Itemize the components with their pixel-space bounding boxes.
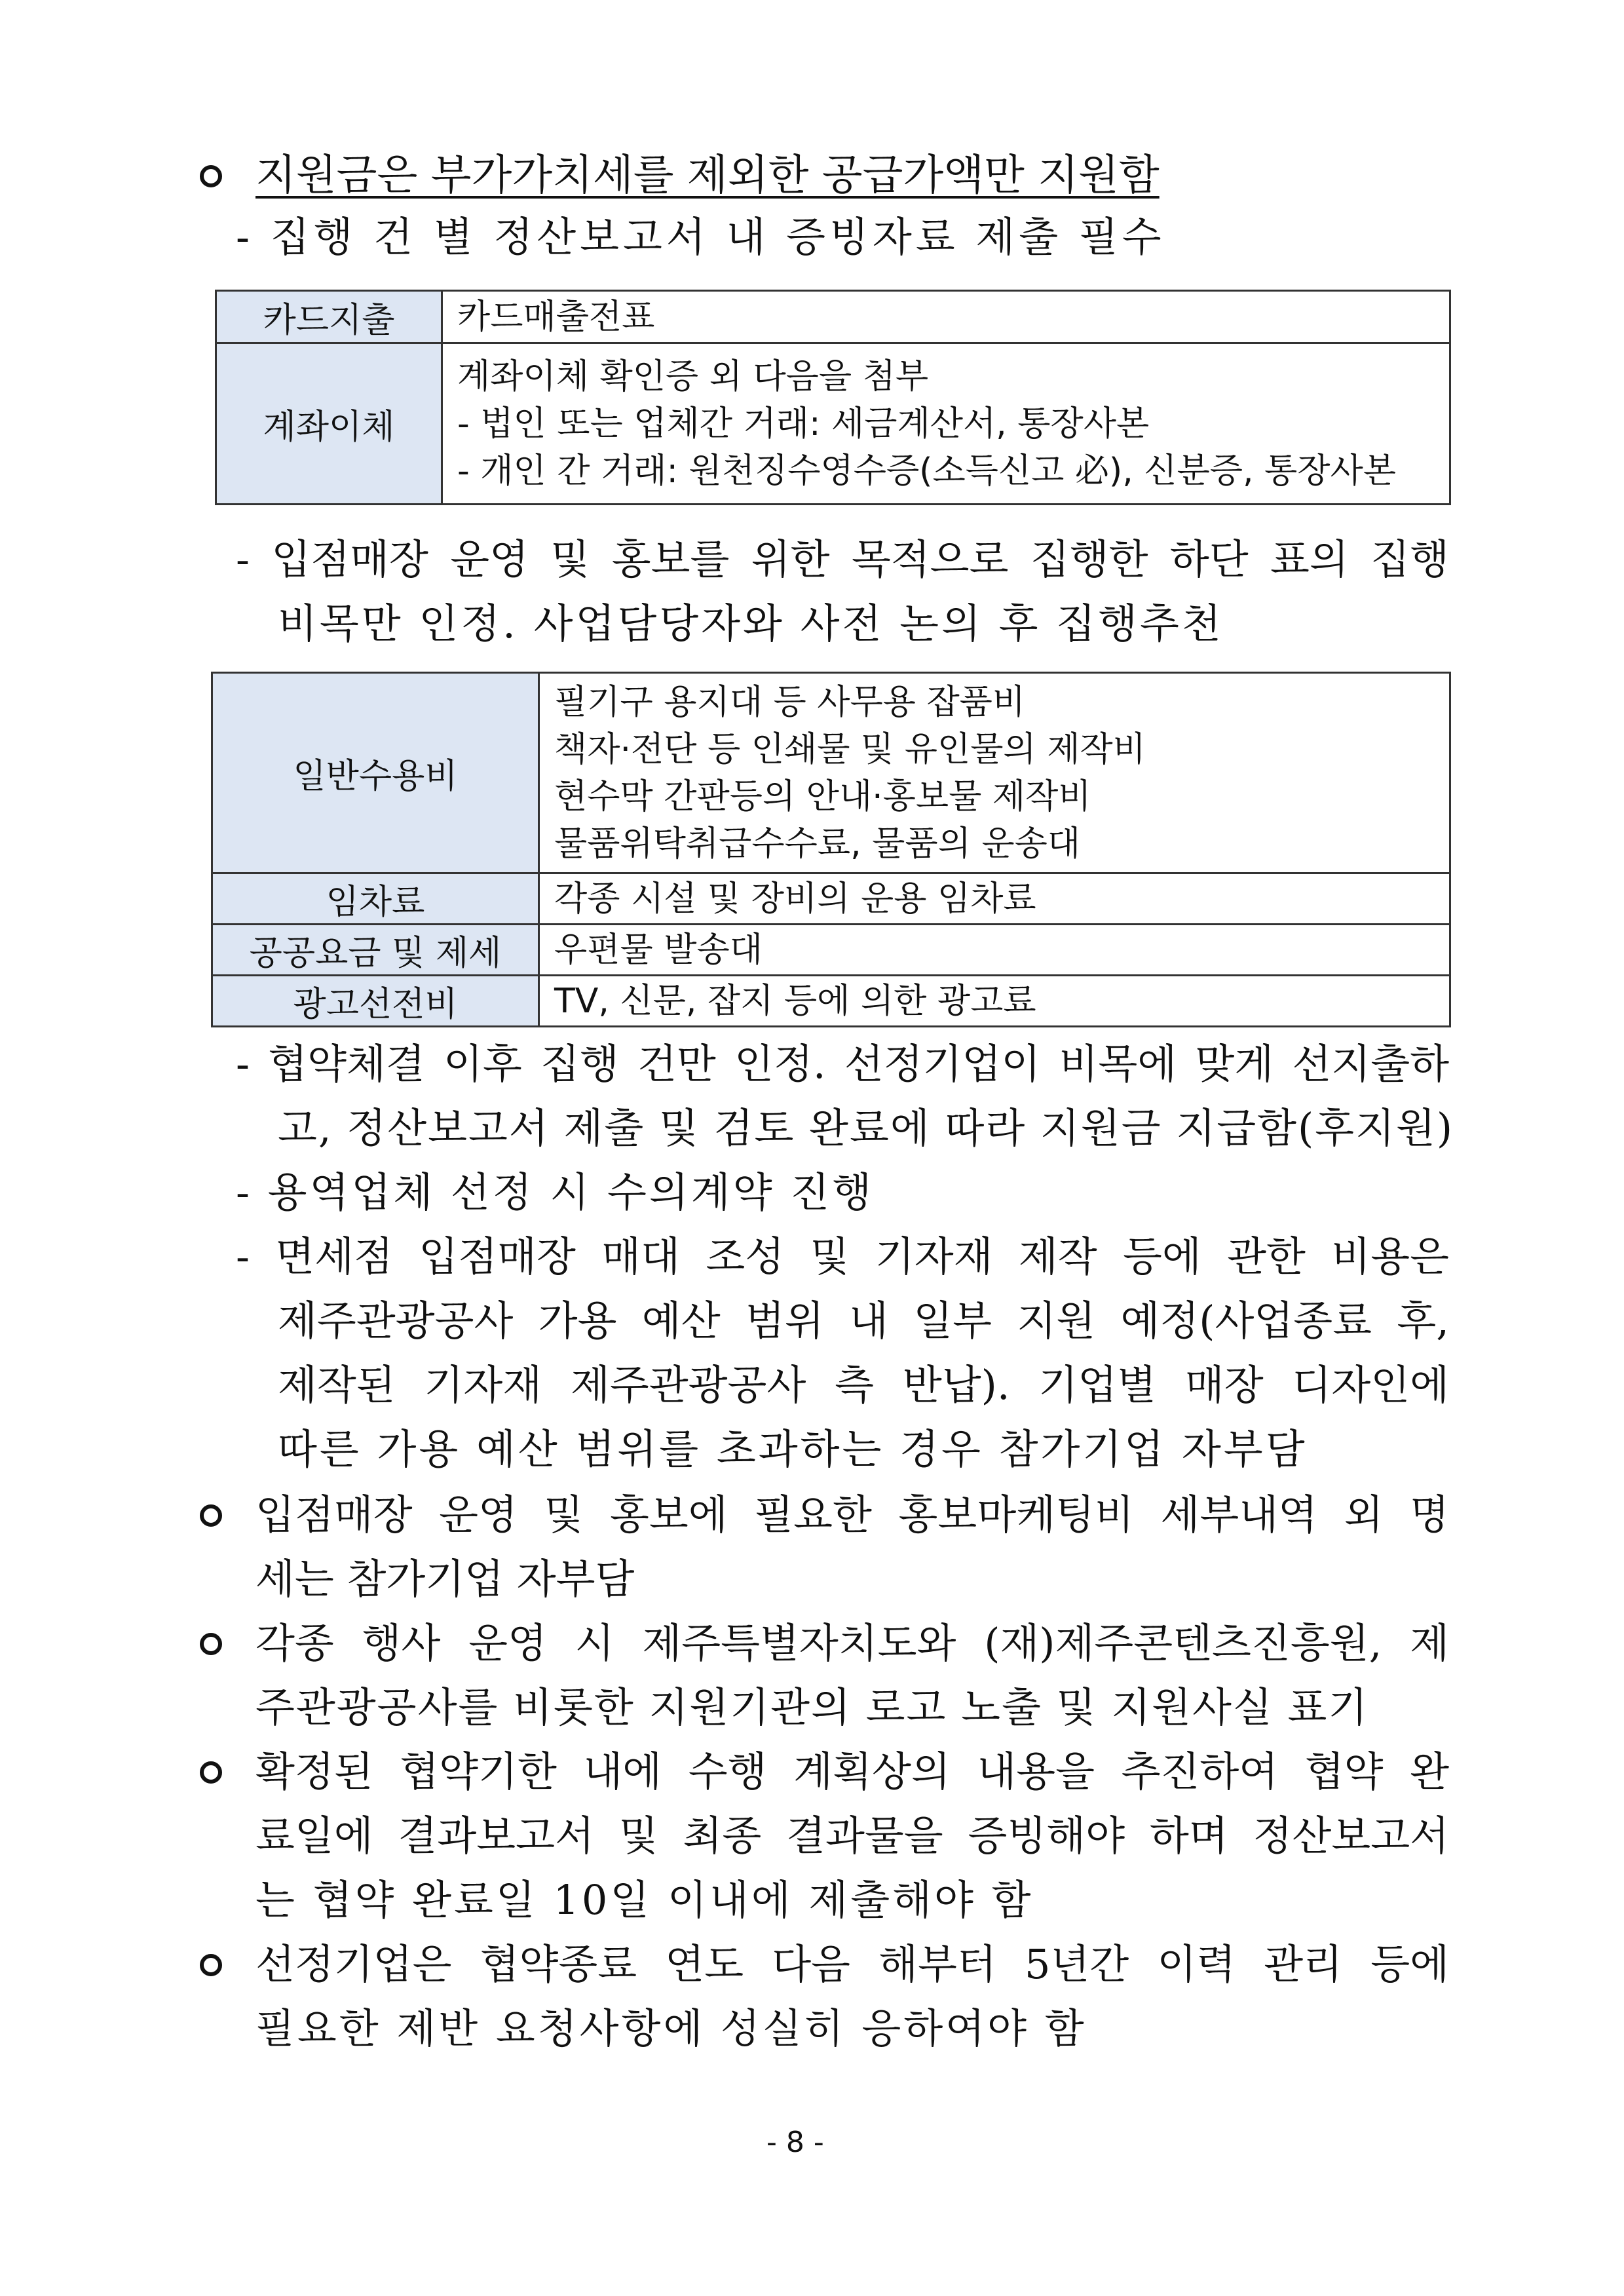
bullet-item-continued: 료일에 결과보고서 및 최종 결과물을 증빙해야 하며 정산보고서 [255, 1812, 1449, 1860]
expense-category-table [211, 672, 1451, 1027]
bullet-item: 각종 행사 운영 시 제주특별자치도와 (재)제주콘텐츠진흥원, 제 [255, 1619, 1449, 1667]
bullet-item-continued: 필요한 제반 요청사항에 성실히 응하여야 함 [255, 2004, 1087, 2052]
cell-line: 카드매출전표 [457, 297, 655, 337]
cell-line: 필기구 용지대 등 사무용 잡품비 [554, 682, 1026, 722]
cell-line: 우편물 발송대 [554, 930, 763, 970]
page-number: - 8 - [766, 2126, 824, 2159]
section-title: 지원금은 부가가치세를 제외한 공급가액만 지원함 [255, 151, 1160, 200]
cell-line: 계좌이체 확인증 외 다음을 첨부 [457, 356, 929, 396]
row-label: 계좌이체 [216, 343, 442, 505]
table-row [216, 291, 1450, 343]
cell-line: TV, 신문, 잡지 등에 의한 광고료 [554, 981, 1036, 1021]
cell-line: 책자·전단 등 인쇄물 및 유인물의 제작비 [554, 729, 1146, 769]
sub-item-continued: 제작된 기자재 제주관광공사 측 반납). 기업별 매장 디자인에 [278, 1361, 1449, 1409]
cell-line: 현수막 간판등의 안내·홍보물 제작비 [554, 776, 1091, 816]
circle-bullet-icon [200, 1504, 222, 1527]
row-label: 공공요금 및 제세 [212, 925, 539, 976]
row-content [539, 976, 1450, 1027]
row-label: 일반수용비 [212, 673, 539, 873]
row-label: 광고선전비 [212, 976, 539, 1027]
table-row [216, 343, 1450, 505]
cell-line: 각종 시설 및 장비의 운용 임차료 [554, 879, 1036, 919]
table-row [212, 976, 1450, 1027]
bullet-item: 입점매장 운영 및 홍보에 필요한 홍보마케팅비 세부내역 외 명 [255, 1491, 1449, 1539]
cell-line: - 법인 또는 업체간 거래: 세금계산서, 통장사본 [457, 404, 1150, 444]
sub-item-continued: 제주관광공사 가용 예산 범위 내 일부 지원 예정(사업종료 후, [278, 1297, 1449, 1345]
cell-line: - 개인 간 거래: 원천징수영수증(소득신고 必), 신분증, 통장사본 [457, 451, 1396, 491]
bullet-item-continued: 주관광공사를 비롯한 지원기관의 로고 노출 및 지원사실 표기 [255, 1683, 1369, 1731]
circle-bullet-icon [200, 1954, 222, 1976]
table-row [212, 673, 1450, 873]
bullet-item: 확정된 협약기한 내에 수행 계획상의 내용을 추진하여 협약 완 [255, 1748, 1449, 1795]
table-row [212, 925, 1450, 976]
table-row [212, 873, 1450, 925]
row-content [442, 343, 1450, 505]
circle-bullet-icon [200, 165, 222, 187]
sub-item: - 협약체결 이후 집행 건만 인정. 선정기업이 비목에 맞게 선지출하 [236, 1040, 1449, 1088]
row-content [442, 291, 1450, 343]
sub-item: - 용역업체 선정 시 수의계약 진행 [236, 1168, 875, 1216]
sub-item-continued: 따른 가용 예산 범위를 초과하는 경우 참가기업 자부담 [278, 1425, 1308, 1473]
bullet-item-continued: 는 협약 완료일 10일 이내에 제출해야 함 [255, 1876, 1034, 1924]
circle-bullet-icon [200, 1761, 222, 1784]
row-content [539, 673, 1450, 873]
sub-item: - 면세점 입점매장 매대 조성 및 기자재 제작 등에 관한 비용은 [236, 1233, 1449, 1280]
bullet-item-continued: 세는 참가기업 자부담 [255, 1555, 635, 1603]
row-content [539, 925, 1450, 976]
row-content [539, 873, 1450, 925]
sub-item: - 입점매장 운영 및 홍보를 위한 목적으로 집행한 하단 표의 집행 [236, 535, 1449, 583]
evidence-table [215, 290, 1451, 505]
row-label: 임차료 [212, 873, 539, 925]
row-label: 카드지출 [216, 291, 442, 343]
circle-bullet-icon [200, 1633, 222, 1655]
cell-line: 물품위탁취급수수료, 물품의 운송대 [554, 824, 1081, 864]
sub-item: - 집행 건 별 정산보고서 내 증빙자료 제출 필수 [236, 213, 1165, 261]
bullet-item: 선정기업은 협약종료 연도 다음 해부터 5년간 이력 관리 등에 [255, 1940, 1449, 1988]
sub-item-continued: 고, 정산보고서 제출 및 검토 완료에 따라 지원금 지급함(후지원) [278, 1104, 1454, 1152]
sub-item-continued: 비목만 인정. 사업담당자와 사전 논의 후 집행추천 [278, 600, 1224, 647]
